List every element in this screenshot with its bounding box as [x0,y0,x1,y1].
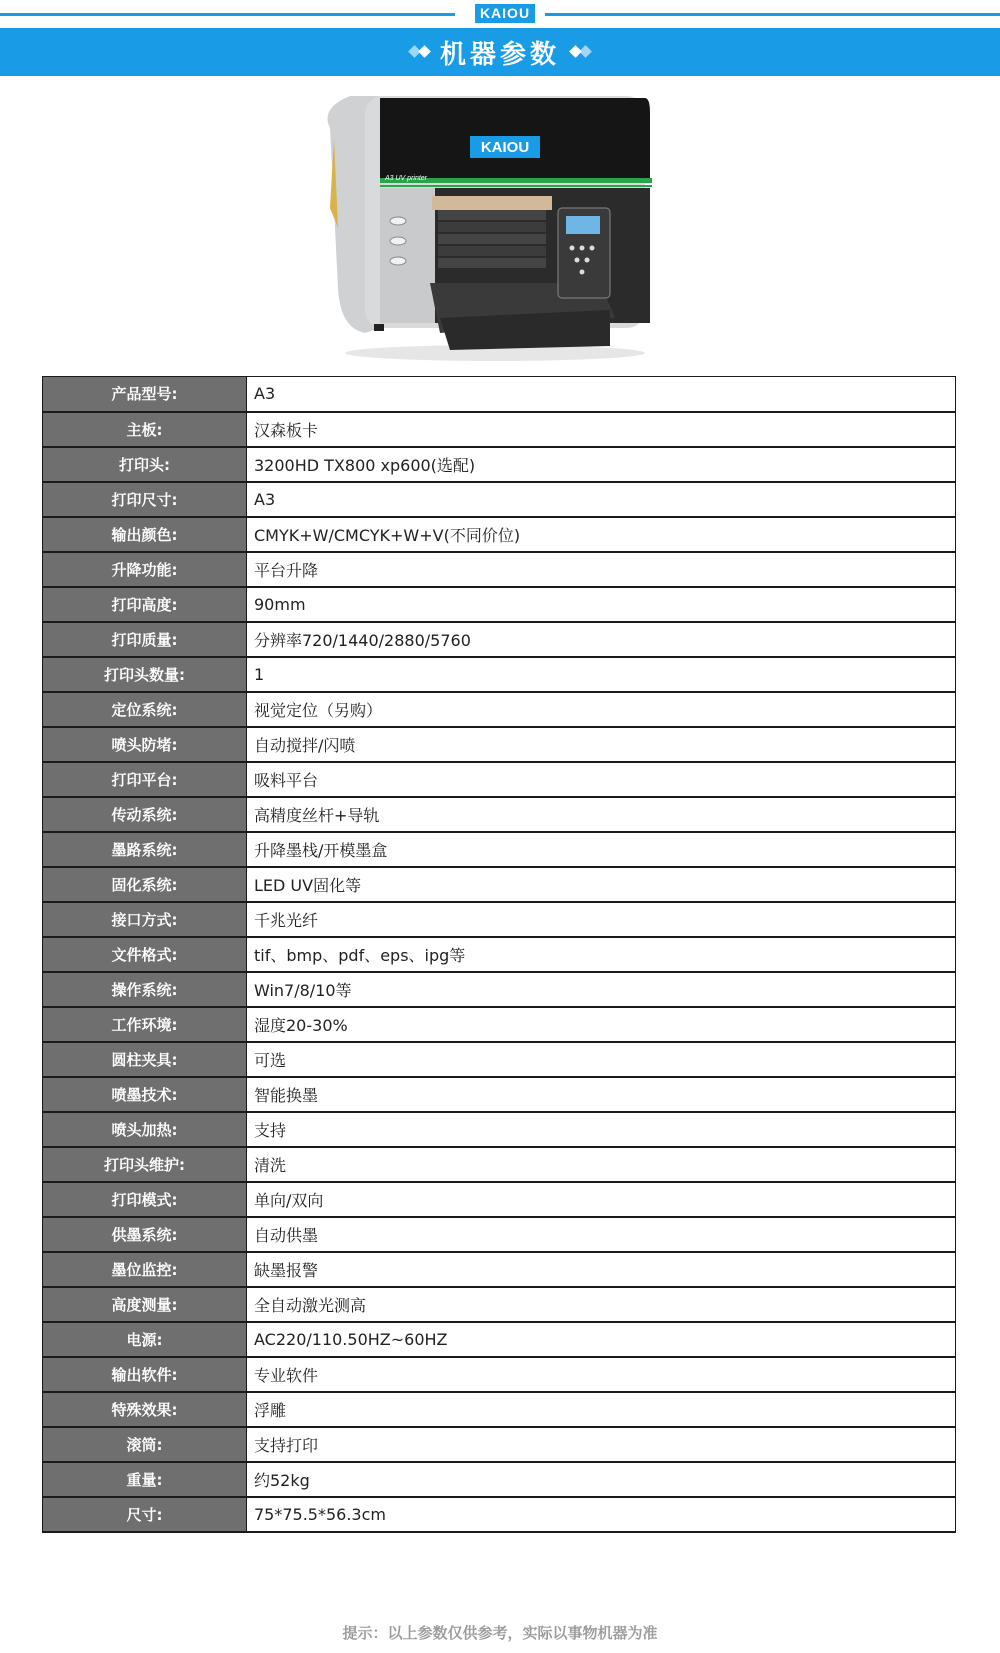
table-row [43,657,956,692]
diamond-decoration-icon [408,45,434,59]
spec-label: 传动系统: [43,797,247,832]
spec-value: 支持打印 [247,1427,956,1462]
top-strip [0,0,1000,28]
brand-logo: KAIOU [475,4,535,23]
spec-label: 喷头防堵: [43,727,247,762]
table-row [43,1007,956,1042]
table-row [43,867,956,902]
spec-label: 打印质量: [43,622,247,657]
spec-value: 吸料平台 [247,762,956,797]
table-row [43,902,956,937]
spec-label: 主板: [43,412,247,447]
spec-label: 电源: [43,1322,247,1357]
table-row [43,1112,956,1147]
table-row [43,377,956,412]
spec-label: 供墨系统: [43,1217,247,1252]
printer-model-label: A3 UV printer [385,175,428,182]
table-row [43,937,956,972]
table-row [43,1462,956,1497]
printer-image [320,88,670,368]
table-row [43,1322,956,1357]
table-row [43,587,956,622]
table-row [43,692,956,727]
spec-label: 高度测量: [43,1287,247,1322]
spec-label: 尺寸: [43,1497,247,1532]
spec-label: 输出颜色: [43,517,247,552]
table-row [43,447,956,482]
spec-value: 千兆光纤 [247,902,956,937]
table-row [43,552,956,587]
spec-value: 90mm [247,587,956,622]
table-row [43,1252,956,1287]
table-row [43,1497,956,1532]
spec-value: 缺墨报警 [247,1252,956,1287]
table-row [43,1147,956,1182]
header-divider-right [545,13,1000,16]
spec-label: 打印高度: [43,587,247,622]
spec-value: 专业软件 [247,1357,956,1392]
spec-label: 墨路系统: [43,832,247,867]
table-row [43,762,956,797]
table-row [43,1077,956,1112]
table-row [43,797,956,832]
table-row [43,1042,956,1077]
table-row [43,412,956,447]
spec-value: 可选 [247,1042,956,1077]
spec-label: 喷头加热: [43,1112,247,1147]
spec-value: 约52kg [247,1462,956,1497]
spec-value: 浮雕 [247,1392,956,1427]
table-row [43,517,956,552]
printer-illustration [320,88,670,368]
spec-value: 升降墨栈/开模墨盒 [247,832,956,867]
spec-value: 3200HD TX800 xp600(选配) [247,447,956,482]
table-row [43,727,956,762]
spec-label: 工作环境: [43,1007,247,1042]
spec-value: Win7/8/10等 [247,972,956,1007]
spec-label: 打印模式: [43,1182,247,1217]
spec-value: 高精度丝杆+导轨 [247,797,956,832]
spec-label: 打印尺寸: [43,482,247,517]
table-row [43,1392,956,1427]
header-divider-left [0,13,455,16]
spec-label: 操作系统: [43,972,247,1007]
spec-label: 升降功能: [43,552,247,587]
table-row [43,1287,956,1322]
spec-value: LED UV固化等 [247,867,956,902]
spec-value: tif、bmp、pdf、eps、ipg等 [247,937,956,972]
spec-label: 特殊效果: [43,1392,247,1427]
spec-label: 打印头数量: [43,657,247,692]
spec-label: 重量: [43,1462,247,1497]
spec-value: 清洗 [247,1147,956,1182]
spec-value: 全自动激光测高 [247,1287,956,1322]
table-row [43,1427,956,1462]
spec-table [42,376,956,1533]
spec-value: AC220/110.50HZ~60HZ [247,1322,956,1357]
spec-label: 打印头: [43,447,247,482]
table-row [43,972,956,1007]
spec-label: 固化系统: [43,867,247,902]
spec-value: 平台升降 [247,552,956,587]
spec-label: 打印平台: [43,762,247,797]
printer-brand-label: KAIOU [480,139,530,156]
spec-label: 打印头维护: [43,1147,247,1182]
spec-value: 智能换墨 [247,1077,956,1112]
spec-value: 75*75.5*56.3cm [247,1497,956,1532]
spec-value: 单向/双向 [247,1182,956,1217]
spec-label: 喷墨技术: [43,1077,247,1112]
spec-value: 湿度20-30% [247,1007,956,1042]
spec-value: A3 [247,482,956,517]
spec-value: 1 [247,657,956,692]
spec-label: 文件格式: [43,937,247,972]
section-title-bar [0,28,1000,76]
spec-label: 圆柱夹具: [43,1042,247,1077]
spec-value: 分辨率720/1440/2880/5760 [247,622,956,657]
spec-value: 视觉定位（另购） [247,692,956,727]
table-row [43,482,956,517]
diamond-decoration-icon [566,45,592,59]
spec-label: 滚筒: [43,1427,247,1462]
table-row [43,1182,956,1217]
spec-value: 汉森板卡 [247,412,956,447]
table-row [43,1217,956,1252]
spec-value: 自动搅拌/闪喷 [247,727,956,762]
spec-label: 输出软件: [43,1357,247,1392]
table-row [43,622,956,657]
spec-label: 产品型号: [43,377,247,412]
footer-note: 提示：以上参数仅供参考，实际以事物机器为准 [342,1624,658,1642]
section-title: 机器参数 [439,39,560,70]
spec-value: CMYK+W/CMCYK+W+V(不同价位) [247,517,956,552]
spec-value: A3 [247,377,956,412]
spec-label: 定位系统: [43,692,247,727]
spec-label: 墨位监控: [43,1252,247,1287]
table-row [43,832,956,867]
spec-value: 支持 [247,1112,956,1147]
table-row [43,1357,956,1392]
spec-table-body [43,377,956,1532]
spec-value: 自动供墨 [247,1217,956,1252]
spec-label: 接口方式: [43,902,247,937]
